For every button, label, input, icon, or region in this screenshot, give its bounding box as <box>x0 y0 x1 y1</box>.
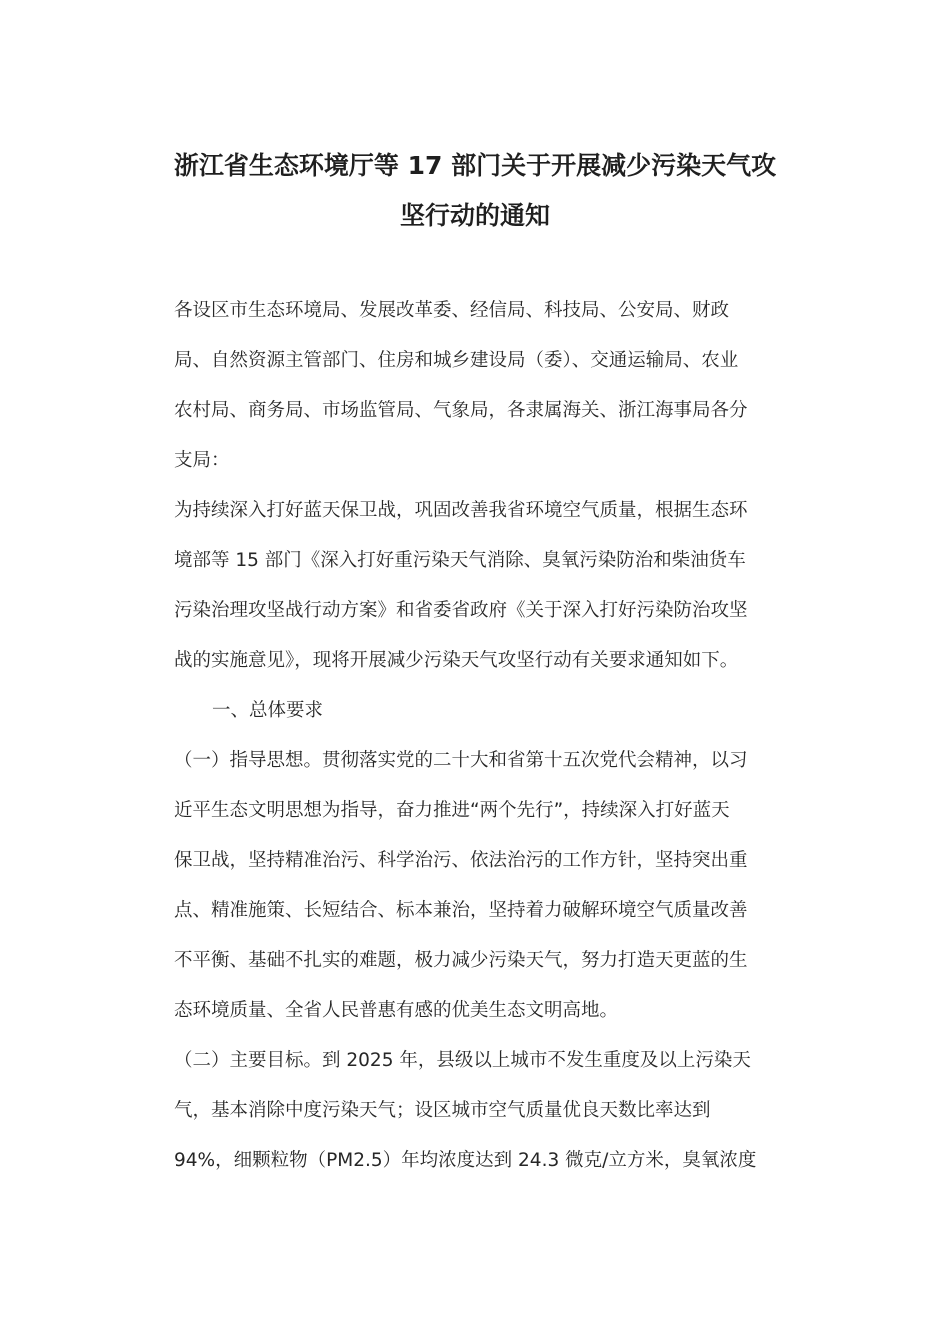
guiding-thought-line-2: 近平生态文明思想为指导，奋力推进“两个先行”，持续深入打好蓝天 <box>174 800 730 821</box>
guiding-thought-line-1: （一）指导思想。贯彻落实党的二十大和省第十五次党代会精神，以习 <box>174 750 748 771</box>
intro-line-4: 战的实施意见》，现将开展减少污染天气攻坚行动有关要求通知如下。 <box>174 650 739 671</box>
document-title-line-2: 坚行动的通知 <box>399 201 550 230</box>
main-goals-line-2: 气，基本消除中度污染天气；设区城市空气质量优良天数比率达到 <box>174 1100 711 1121</box>
guiding-thought-line-4: 点、精准施策、长短结合、标本兼治，坚持着力破解环境空气质量改善 <box>174 900 748 921</box>
main-goals-line-3: 94%，细颗粒物（PM2.5）年均浓度达到 24.3 微克/立方米，臭氧浓度 <box>174 1150 757 1171</box>
addressee-line-2: 局、自然资源主管部门、住房和城乡建设局（委）、交通运输局、农业 <box>174 350 739 371</box>
intro-line-2: 境部等 15 部门《深入打好重污染天气消除、臭氧污染防治和柴油货车 <box>174 550 746 571</box>
intro-line-3: 污染治理攻坚战行动方案》和省委省政府《关于深入打好污染防治攻坚 <box>174 600 748 621</box>
main-goals-line-1: （二）主要目标。到 2025 年，县级以上城市不发生重度及以上污染天 <box>174 1050 751 1071</box>
intro-line-1: 为持续深入打好蓝天保卫战，巩固改善我省环境空气质量，根据生态环 <box>174 500 748 521</box>
document-title-line-1: 浙江省生态环境厅等 17 部门关于开展减少污染天气攻 <box>173 151 777 180</box>
addressee-line-4: 支局： <box>174 450 230 471</box>
guiding-thought-line-3: 保卫战，坚持精准治污、科学治污、依法治污的工作方针，坚持突出重 <box>174 850 748 871</box>
guiding-thought-line-6: 态环境质量、全省人民普惠有感的优美生态文明高地。 <box>174 1000 619 1021</box>
section-heading: 一、总体要求 <box>212 700 324 721</box>
addressee-line-1: 各设区市生态环境局、发展改革委、经信局、科技局、公安局、财政 <box>174 300 730 321</box>
addressee-line-3: 农村局、商务局、市场监管局、气象局，各隶属海关、浙江海事局各分 <box>174 400 748 421</box>
guiding-thought-line-5: 不平衡、基础不扎实的难题，极力减少污染天气，努力打造天更蓝的生 <box>174 950 748 971</box>
